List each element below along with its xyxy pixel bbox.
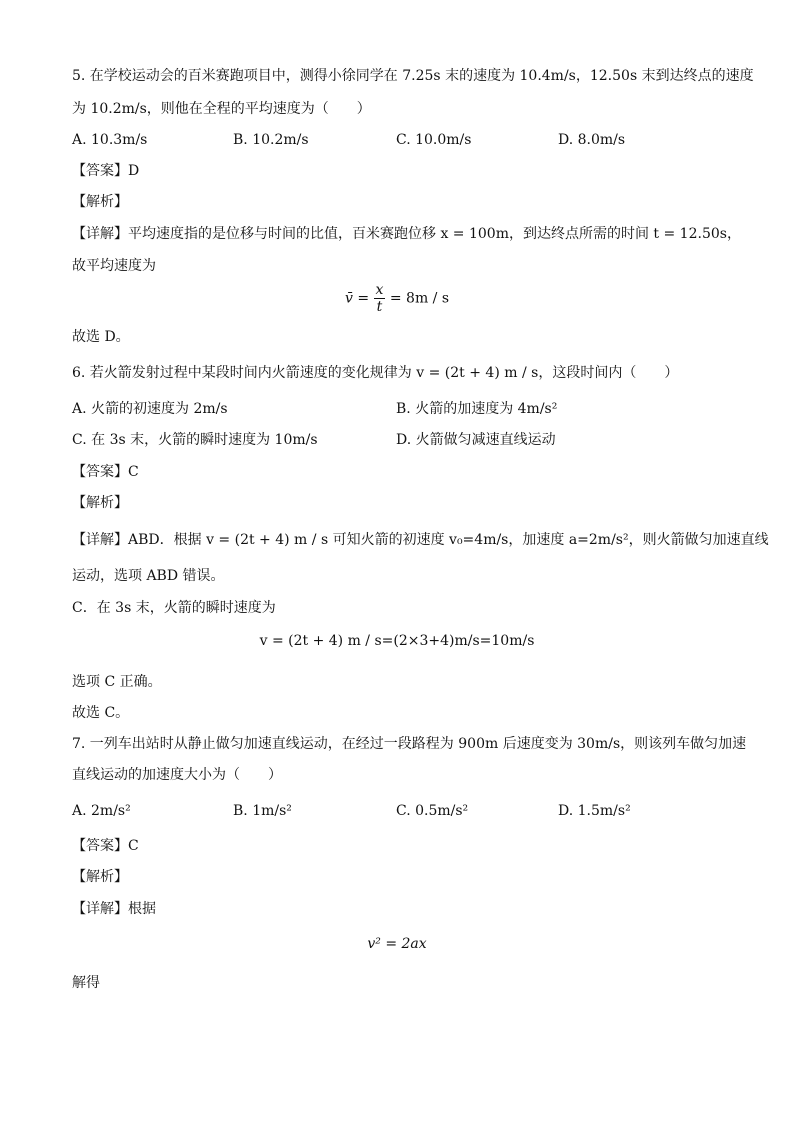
q6-option-b: B. 火箭的加速度为 4m/s² <box>396 401 558 417</box>
q5-detail-line1: 【详解】平均速度指的是位移与时间的比值，百米赛跑位移 x = 100m，到达终点所需的时间 t = 12.50s， <box>72 226 741 242</box>
q6-analysis-heading: 【解析】 <box>72 495 128 511</box>
q7-option-b: B. 1m/s² <box>233 803 292 819</box>
q6-stem-line1: 6. 若火箭发射过程中某段时间内火箭速度的变化规律为 v = (2t + 4) m / s，这段时间内（ ） <box>72 365 679 381</box>
q5-formula-numerator: x <box>375 282 384 298</box>
q6-option-c: C. 在 3s 末，火箭的瞬时速度为 10m/s <box>72 432 318 448</box>
q5-conclusion: 故选 D。 <box>72 329 130 345</box>
q7-stem-line2: 直线运动的加速度大小为（ ） <box>72 767 282 783</box>
q5-formula-lhs: v̄ = <box>344 290 370 307</box>
q5-formula-fraction <box>374 282 386 315</box>
q6-answer: 【答案】C <box>72 464 139 480</box>
q6-conclusion: 故选 C。 <box>72 705 130 721</box>
q7-detail-line1: 【详解】根据 <box>72 901 156 917</box>
q5-formula-denominator: t <box>376 299 383 315</box>
q6-formula: v = (2t + 4) m / s=(2×3+4)m/s=10m/s <box>259 633 535 649</box>
q5-formula-rhs: = 8m / s <box>389 290 450 307</box>
q5-stem-line1: 5. 在学校运动会的百米赛跑项目中，测得小徐同学在 7.25s 末的速度为 10.4m/s，12.50s 末到达终点的速度 <box>72 68 754 84</box>
q7-answer: 【答案】C <box>72 838 139 854</box>
q5-option-c: C. 10.0m/s <box>396 132 472 148</box>
q7-option-d: D. 1.5m/s² <box>558 803 631 819</box>
q7-formula: v² = 2ax <box>367 936 427 952</box>
q7-stem-line1: 7. 一列车出站时从静止做匀加速直线运动，在经过一段路程为 900m 后速度变为 30m/s，则该列车做匀加速 <box>72 736 747 752</box>
q6-option-d: D. 火箭做匀减速直线运动 <box>396 432 556 448</box>
q6-option-a: A. 火箭的初速度为 2m/s <box>72 401 228 417</box>
q6-detail-line4: 选项 C 正确。 <box>72 674 162 690</box>
q6-detail-line2: 运动，选项 ABD 错误。 <box>72 568 225 584</box>
q7-option-c: C. 0.5m/s² <box>396 803 469 819</box>
q5-option-a: A. 10.3m/s <box>72 132 148 148</box>
q5-formula <box>0 282 794 315</box>
q6-detail-line1: 【详解】ABD．根据 v = (2t + 4) m / s 可知火箭的初速度 v₀=4m/s，加速度 a=2m/s²，则火箭做匀加速直线 <box>72 532 769 548</box>
q7-detail-line2: 解得 <box>72 975 100 991</box>
q5-stem-line2: 为 10.2m/s，则他在全程的平均速度为（ ） <box>72 101 371 117</box>
q5-answer: 【答案】D <box>72 163 140 179</box>
q7-option-a: A. 2m/s² <box>72 803 131 819</box>
q5-detail-line2: 故平均速度为 <box>72 258 156 274</box>
q5-option-d: D. 8.0m/s <box>558 132 626 148</box>
q5-analysis-heading: 【解析】 <box>72 194 128 210</box>
q5-option-b: B. 10.2m/s <box>233 132 309 148</box>
q6-detail-line3: C．在 3s 末，火箭的瞬时速度为 <box>72 600 276 616</box>
q7-analysis-heading: 【解析】 <box>72 869 128 885</box>
